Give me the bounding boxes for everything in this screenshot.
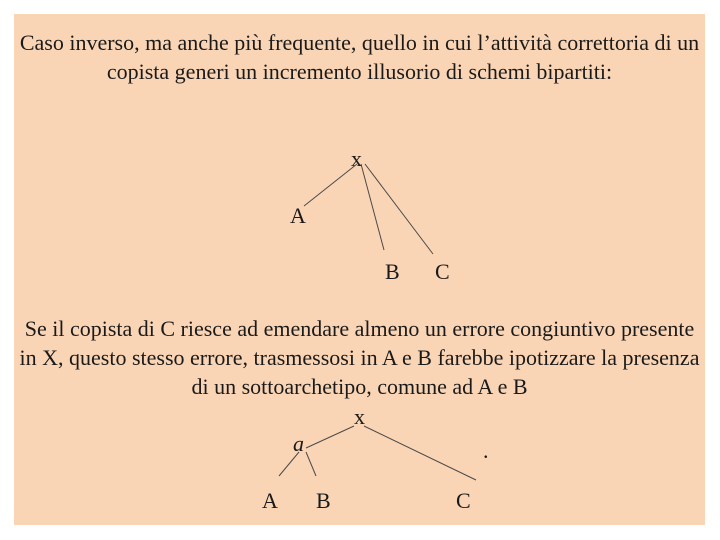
stemma2-node-a: A [262,488,278,513]
stemma1-root: x [351,146,362,171]
stemma2-node-b: B [316,488,331,513]
explanation-paragraph: Se il copista di C riesce ad emendare almeno un errore congiuntivo presente in X, questo stesso errore, trasmessosi in A e B farebbe ipotizzare la presenza di un sottoarchetipo, comune ad A e B [19,316,700,399]
intro-paragraph: Caso inverso, ma anche più frequente, quello in cui l’attività correttoria di un copista generi un incremento illusorio di schemi bipartiti: [19,30,700,84]
stemma1-node-a: A [290,203,306,228]
stemma1-node-c: C [435,259,450,284]
stemma2-root: x [354,404,365,429]
edge-x-b [361,164,384,250]
stemma2-subarchetype: a [293,431,304,456]
edge-x-c [365,164,433,254]
edge-x-a [304,164,357,206]
edge-x-sub [306,426,354,448]
edge-sub-b [306,452,316,476]
stemma-lines [14,14,705,525]
stemma2-node-c: C [456,488,471,513]
stemma1-node-b: B [385,259,400,284]
stemma2-dot: . [483,438,489,463]
edge-x-c2 [364,426,476,480]
slide [14,14,705,525]
